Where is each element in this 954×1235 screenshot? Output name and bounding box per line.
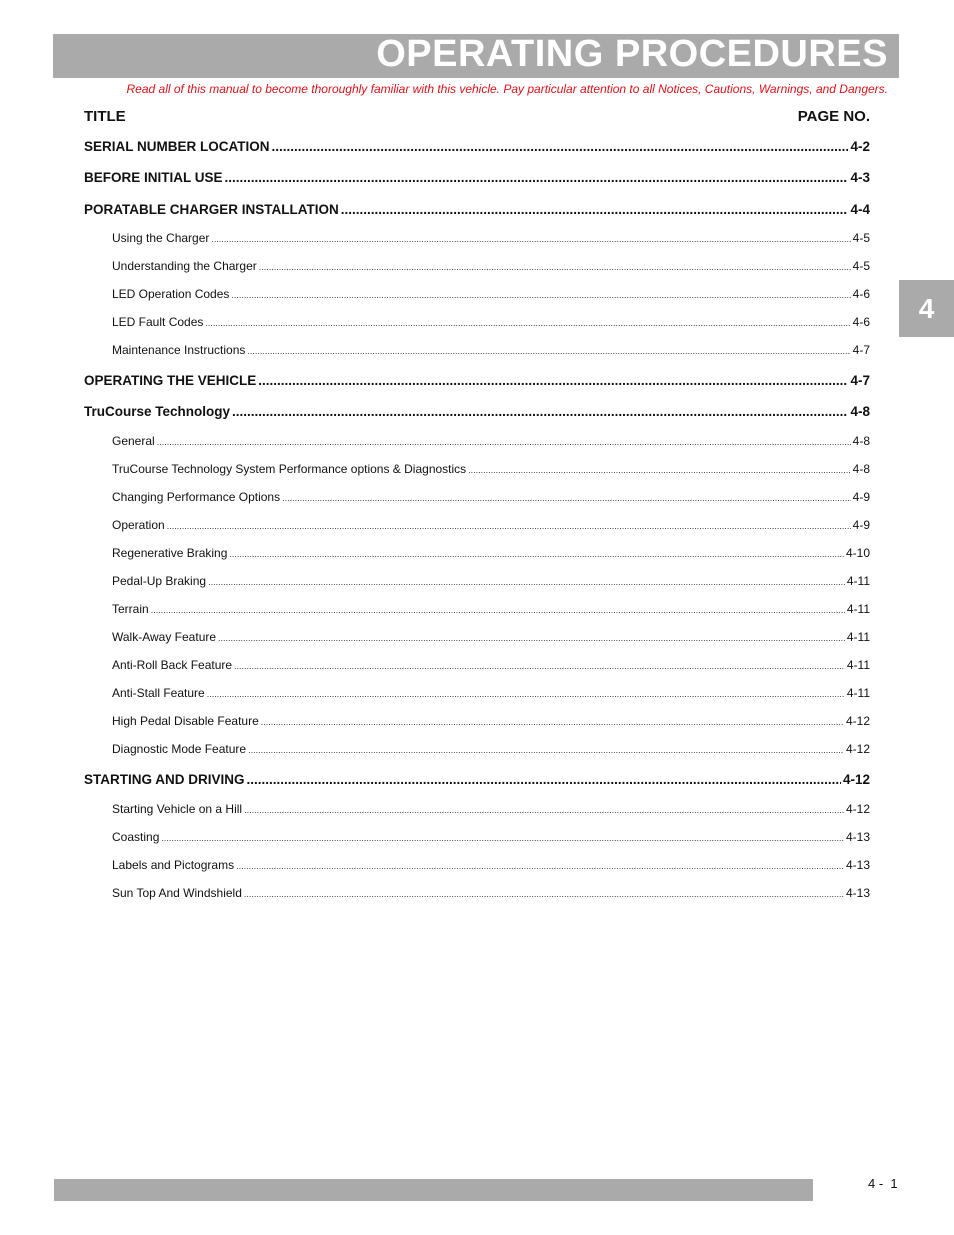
toc-subsection-entry[interactable] [112,686,870,700]
toc-dot-leader [151,602,845,616]
toc-dot-leader [231,287,850,301]
toc-entry-label: Starting Vehicle on a Hill [112,802,243,816]
toc-entry-label: Changing Performance Options [112,490,281,504]
toc-subsection-entry[interactable] [112,343,870,357]
toc-dot-leader [225,170,849,185]
toc-subsection-entry[interactable] [112,574,870,588]
page-title: OPERATING PROCEDURES [376,33,888,75]
toc-entry-label: BEFORE INITIAL USE [84,170,223,185]
toc-entry-label: Pedal-Up Braking [112,574,207,588]
toc-dot-leader [207,686,845,700]
toc-section-entry[interactable] [84,404,870,419]
toc-entry-page: 4-8 [850,404,870,419]
toc-subsection-entry[interactable] [112,287,870,301]
toc-dot-leader [234,658,845,672]
toc-entry-label: OPERATING THE VEHICLE [84,373,257,388]
toc-entry-page: 4-11 [846,574,870,588]
toc-dot-leader [247,772,841,787]
toc-dot-leader [211,231,850,245]
toc-dot-leader [229,546,844,560]
toc-entry-page: 4-13 [845,830,870,844]
toc-entry-label: Labels and Pictograms [112,858,235,872]
toc-entry-page: 4-2 [850,139,870,154]
toc-dot-leader [259,259,851,273]
toc-subsection-entry[interactable] [112,602,870,616]
toc-entry-page: 4-7 [852,343,870,357]
toc-dot-leader [232,404,848,419]
toc-subsection-entry[interactable] [112,658,870,672]
toc-entry-label: Sun Top And Windshield [112,886,242,900]
toc-dot-leader [205,315,850,329]
toc-dot-leader [468,462,850,476]
toc-entry-label: Operation [112,518,165,532]
toc-dot-leader [157,434,851,448]
toc-subsection-entry[interactable] [112,802,870,816]
toc-dot-leader [167,518,851,532]
toc-entry-page: 4-11 [846,602,870,616]
toc-dot-leader [218,630,845,644]
toc-entry-label: STARTING AND DRIVING [84,772,245,787]
toc-entry-page: 4-7 [850,373,870,388]
toc-entry-page: 4-8 [852,434,870,448]
toc-subsection-entry[interactable] [112,231,870,245]
toc-entry-page: 4-9 [852,518,870,532]
footer-page-number: 4 - 1 [868,1176,898,1191]
toc-entry-label: PORATABLE CHARGER INSTALLATION [84,202,339,217]
toc-dot-leader [248,742,844,756]
toc-entry-page: 4-5 [852,231,870,245]
toc-entry-page: 4-11 [846,686,870,700]
toc-entry-page: 4-5 [852,259,870,273]
toc-dot-leader [244,886,844,900]
toc-entry-label: LED Fault Codes [112,315,204,329]
toc-entry-label: Anti-Stall Feature [112,686,205,700]
toc-entry-page: 4-3 [850,170,870,185]
toc-entry-label: Regenerative Braking [112,546,228,560]
toc-entry-label: SERIAL NUMBER LOCATION [84,139,270,154]
toc-entry-page: 4-12 [845,802,870,816]
toc-subsection-entry[interactable] [112,742,870,756]
toc-entry-label: Anti-Roll Back Feature [112,658,233,672]
toc-entry-page: 4-4 [850,202,870,217]
toc-subsection-entry[interactable] [112,315,870,329]
toc-entry-label: Walk-Away Feature [112,630,217,644]
toc-entry-page: 4-8 [852,462,870,476]
toc-entry-page: 4-12 [845,714,870,728]
toc-subsection-entry[interactable] [112,259,870,273]
toc-entry-label: Coasting [112,830,160,844]
toc-entry-label: General [112,434,155,448]
toc-section-entry[interactable] [84,202,870,217]
toc-entry-page: 4-13 [845,858,870,872]
toc-subsection-entry[interactable] [112,630,870,644]
toc-subsection-entry[interactable] [112,490,870,504]
toc-entry-page: 4-6 [852,287,870,301]
safety-notice: Read all of this manual to become thoroughly familiar with this vehicle. Pay particular attention to all Notices, Cautions, Warnings, and Dangers. [126,82,888,96]
toc-section-entry[interactable] [84,139,870,154]
toc-dot-leader [236,858,844,872]
toc-subsection-entry[interactable] [112,462,870,476]
toc-section-entry[interactable] [84,373,870,388]
toc-subsection-entry[interactable] [112,886,870,900]
toc-dot-leader [272,139,849,154]
toc-subsection-entry[interactable] [112,714,870,728]
toc-subsection-entry[interactable] [112,858,870,872]
toc-entry-page: 4-6 [852,315,870,329]
toc-subsection-entry[interactable] [112,434,870,448]
column-header-title: TITLE [84,108,126,125]
toc-entry-page: 4-11 [846,658,870,672]
toc-entry-label: Using the Charger [112,231,210,245]
toc-dot-leader [247,343,850,357]
toc-entry-page: 4-12 [842,772,870,787]
toc-dot-leader [261,714,844,728]
column-header-page: PAGE NO. [797,108,870,125]
toc-dot-leader [208,574,845,588]
toc-entry-page: 4-10 [845,546,870,560]
toc-dot-leader [341,202,849,217]
toc-subsection-entry[interactable] [112,518,870,532]
toc-subsection-entry[interactable] [112,830,870,844]
toc-entry-label: Terrain [112,602,149,616]
toc-entry-page: 4-13 [845,886,870,900]
toc-entry-label: Understanding the Charger [112,259,257,273]
chapter-tab: 4 [899,280,954,337]
toc-entry-label: LED Operation Codes [112,287,230,301]
toc-section-entry[interactable] [84,170,870,185]
toc-dot-leader [282,490,851,504]
toc-dot-leader [244,802,844,816]
toc-dot-leader [258,373,848,388]
toc-entry-label: Maintenance Instructions [112,343,246,357]
toc-entry-label: TruCourse Technology System Performance options & Diagnostics [112,462,467,476]
toc-entry-page: 4-11 [846,630,870,644]
toc-section-entry[interactable] [84,772,870,787]
toc-entry-label: TruCourse Technology [84,404,231,419]
toc-subsection-entry[interactable] [112,546,870,560]
toc-entry-label: High Pedal Disable Feature [112,714,259,728]
toc-entry-label: Diagnostic Mode Feature [112,742,247,756]
toc-entry-page: 4-12 [845,742,870,756]
toc-dot-leader [161,830,844,844]
footer-bar [54,1179,813,1201]
toc-entry-page: 4-9 [852,490,870,504]
header-bar [53,34,899,78]
